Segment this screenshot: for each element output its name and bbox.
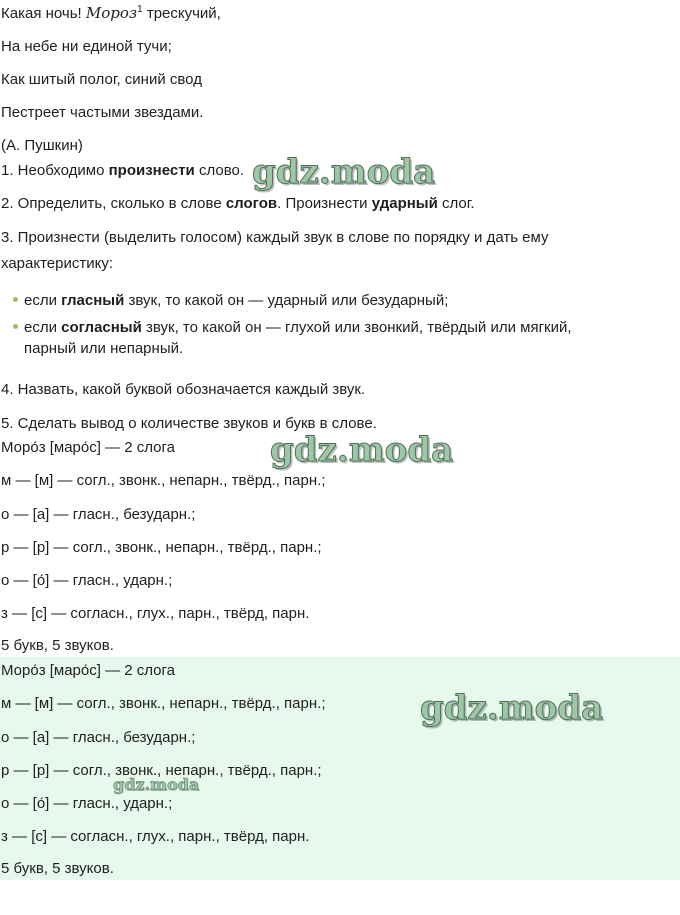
step-4: 4. Назвать, какой буквой обозначается каждый звук. xyxy=(1,381,366,398)
poem-word-moroz: Мороз xyxy=(85,4,138,22)
analysis-2-summary: 5 букв, 5 звуков. xyxy=(1,860,114,877)
watermark-logo: gdz.moda xyxy=(270,430,454,470)
analysis-1-m: м — [м] — согл., звонк., непарн., твёрд., парн.; xyxy=(1,472,326,489)
bullet-1-bold: гласный xyxy=(61,292,125,309)
step-1-end: слово. xyxy=(194,162,245,179)
bullet-item-1 xyxy=(24,290,448,311)
analysis-1-o1: о — [а] — гласн., безударн.; xyxy=(1,506,196,523)
step-2-bold-syllables: слогов xyxy=(225,195,278,212)
step-3-line-1: 3. Произнести (выделить голосом) каждый звук в слове по порядку и дать ему xyxy=(1,229,549,246)
watermark-logo-small: gdz.moda xyxy=(113,775,200,794)
step-2-text-mid: . Произнести xyxy=(277,195,372,212)
watermark-logo: gdz.moda xyxy=(420,688,604,728)
poem-line-1-end: трескучий, xyxy=(142,5,221,22)
analysis-1-r: р — [р] — согл., звонк., непарн., твёрд., парн.; xyxy=(1,539,322,556)
bullet-dot-1 xyxy=(13,297,18,302)
bullet-2-end: звук, то какой он — глухой или звонкий, твёрдый или мягкий, xyxy=(141,319,572,336)
step-2-end: слог. xyxy=(437,195,475,212)
analysis-2-header: Моро́з [маро́с] — 2 слога xyxy=(1,662,176,679)
watermark-logo: gdz.moda xyxy=(252,152,436,192)
step-5: 5. Сделать вывод о количестве звуков и букв в слове. xyxy=(1,415,377,432)
bullet-item-2 xyxy=(24,317,572,338)
analysis-1-z: з — [с] — согласн., глух., парн., твёрд, парн. xyxy=(1,605,310,622)
footnote-marker: 1 xyxy=(137,4,143,15)
step-2-text: 2. Определить, сколько в слове xyxy=(1,195,226,212)
step-3-line-2: характеристику: xyxy=(1,255,114,272)
bullet-1-end: звук, то какой он — ударный или безударный; xyxy=(124,292,449,309)
analysis-2-m: м — [м] — согл., звонк., непарн., твёрд., парн.; xyxy=(1,695,326,712)
bullet-item-2-line-2: парный или непарный. xyxy=(24,340,184,357)
step-2-bold-stressed: ударный xyxy=(371,195,438,212)
poem-author: (А. Пушкин) xyxy=(1,137,83,154)
analysis-1-summary: 5 букв, 5 звуков. xyxy=(1,637,114,654)
step-2 xyxy=(1,194,475,214)
analysis-2-o2: о — [о́] — гласн., ударн.; xyxy=(1,795,173,812)
analysis-1-header: Моро́з [маро́с] — 2 слога xyxy=(1,439,176,456)
analysis-2-z: з — [с] — согласн., глух., парн., твёрд, парн. xyxy=(1,828,310,845)
bullet-2-bold: согласный xyxy=(61,319,142,336)
poem-line-1 xyxy=(1,3,221,24)
bullet-dot-2 xyxy=(13,324,18,329)
poem-line-3: Как шитый полог, синий свод xyxy=(1,71,202,88)
step-1-text: 1. Необходимо xyxy=(1,162,109,179)
analysis-2-o1: о — [а] — гласн., безударн.; xyxy=(1,729,196,746)
bullet-2-text: если xyxy=(24,319,62,336)
analysis-1-o2: о — [о́] — гласн., ударн.; xyxy=(1,572,173,589)
step-1 xyxy=(1,161,244,181)
analysis-2-r: р — [р] — согл., звонк., непарн., твёрд., парн.; xyxy=(1,762,322,779)
bullet-1-text: если xyxy=(24,292,62,309)
poem-line-2: На небе ни единой тучи; xyxy=(1,38,172,55)
poem-line-1-start: Какая ночь! xyxy=(1,5,86,22)
poem-line-4: Пестреет частыми звездами. xyxy=(1,104,204,121)
step-1-bold: произнести xyxy=(108,162,195,179)
